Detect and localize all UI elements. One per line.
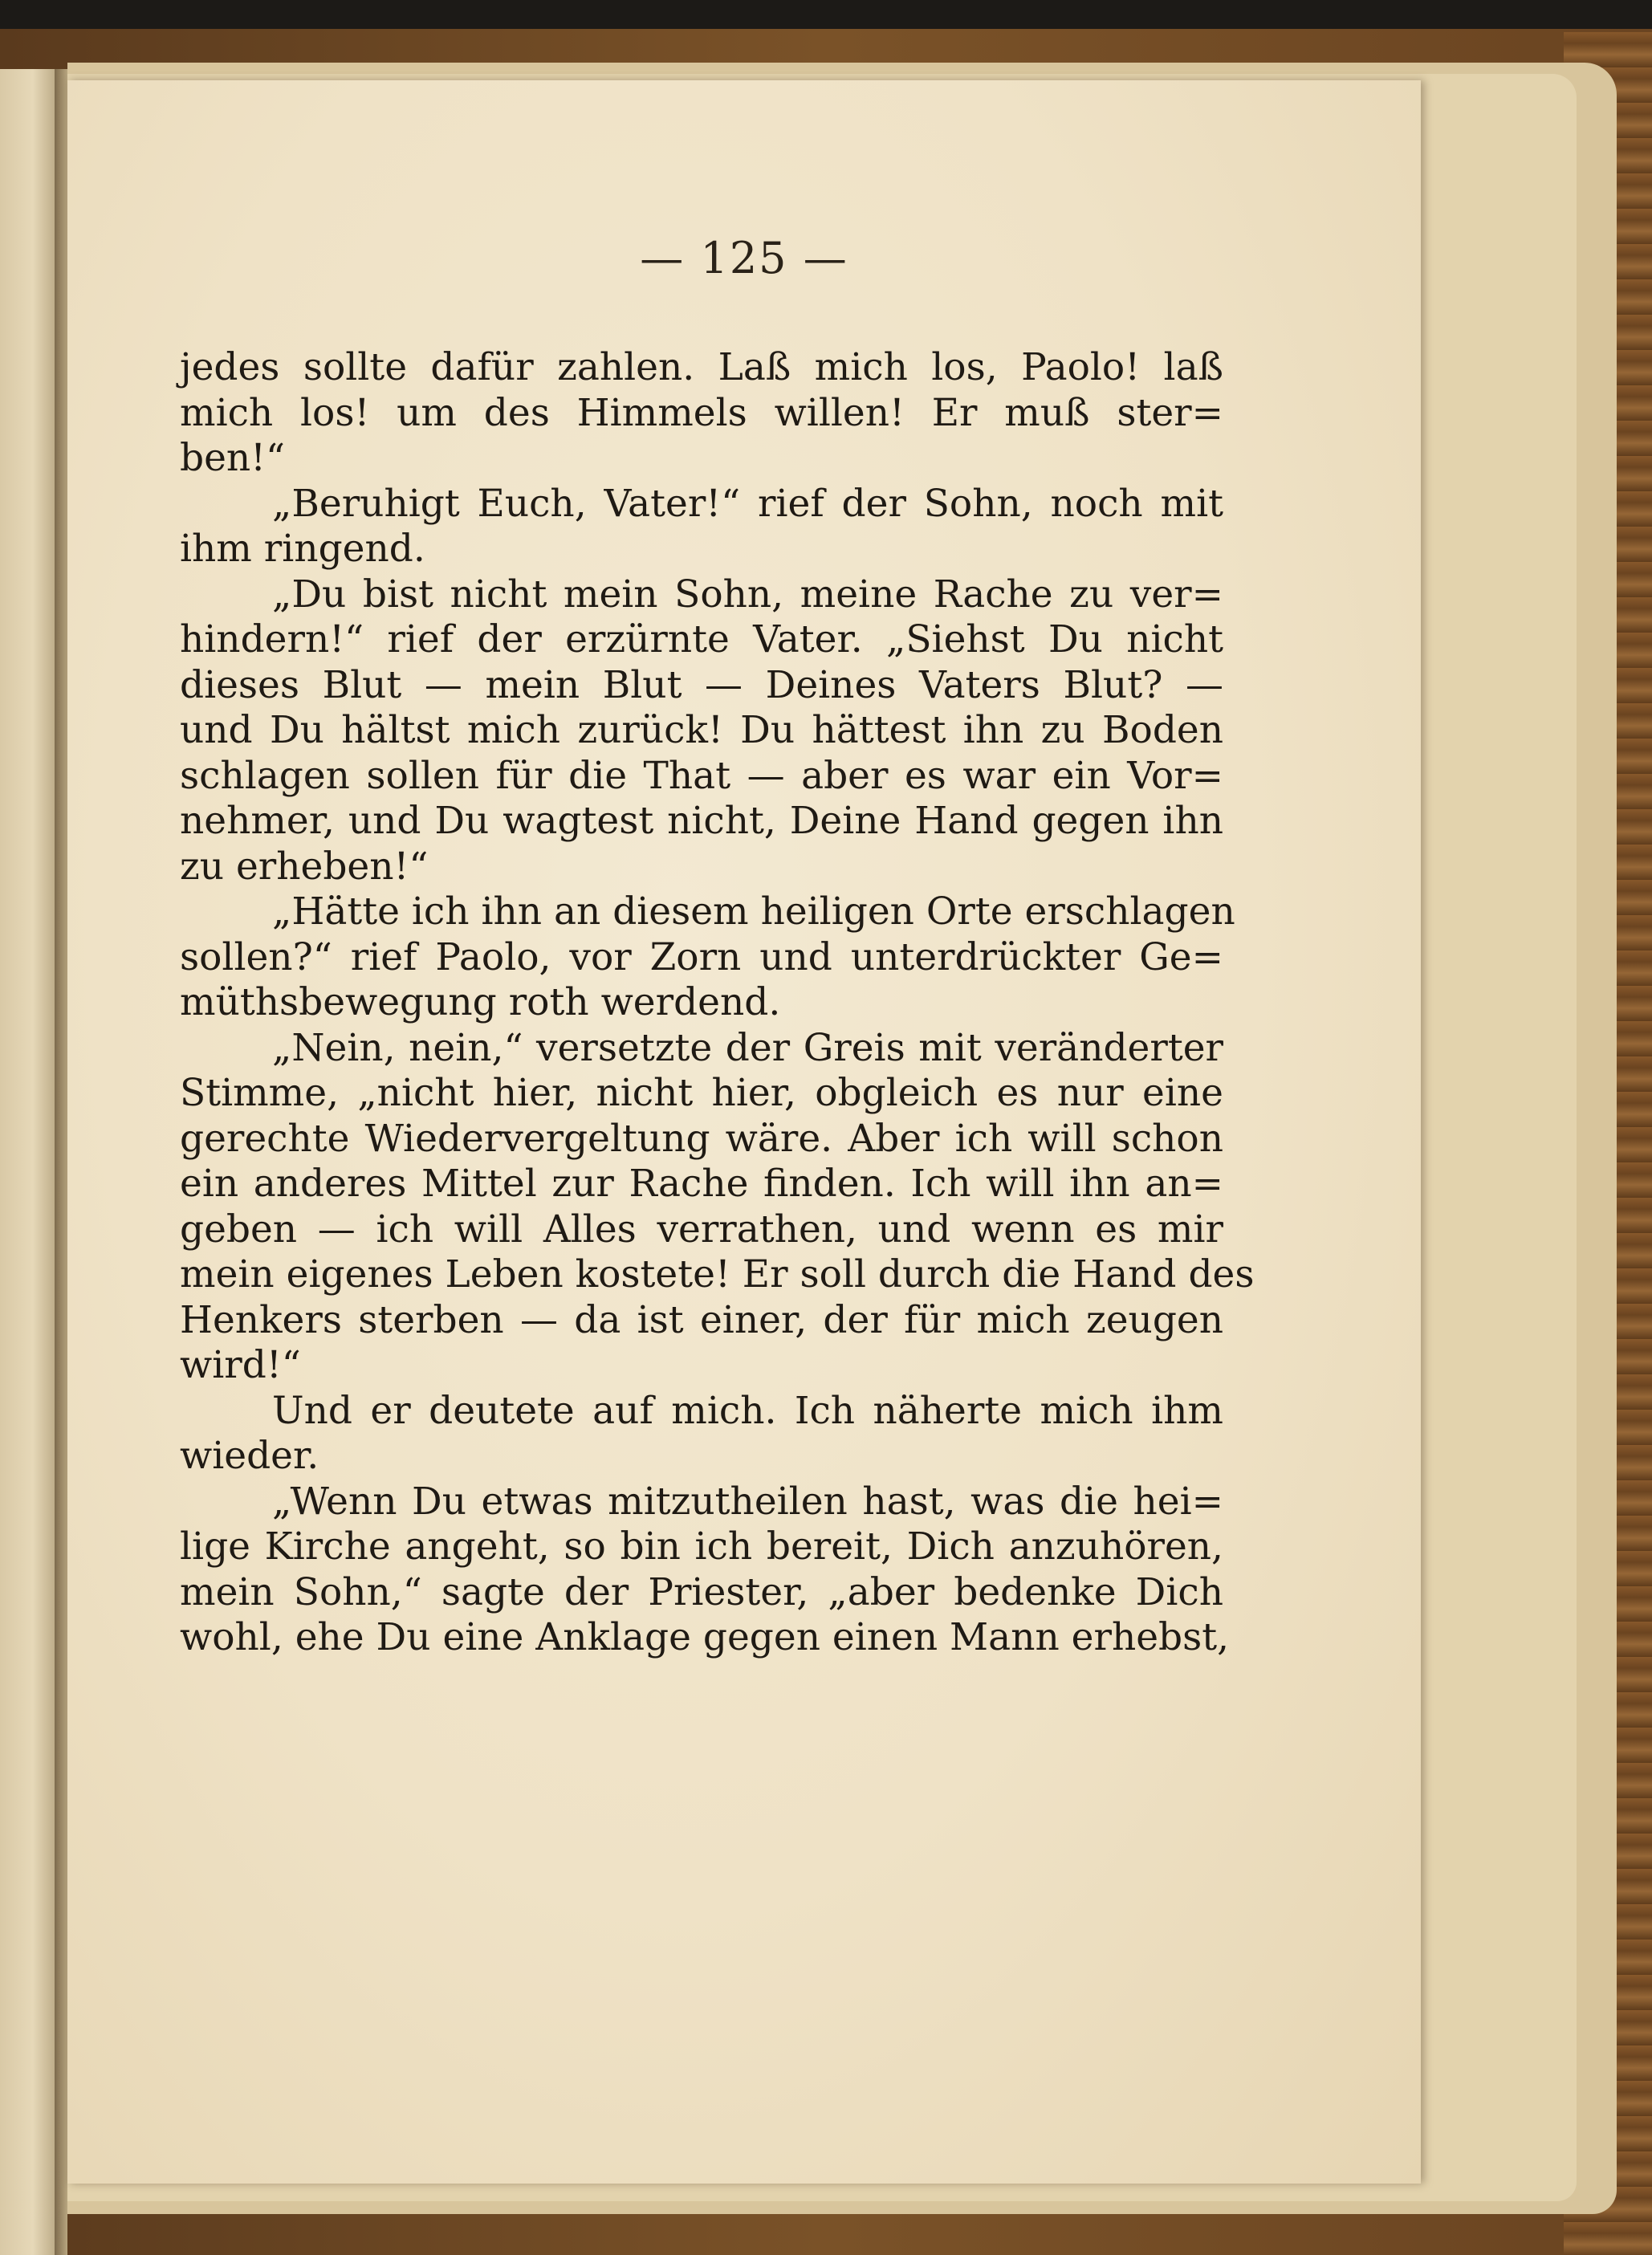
text-line: wird!“	[180, 1343, 301, 1387]
text-line: Henkers sterben — da ist einer, der für mich zeugen	[180, 1297, 1223, 1342]
page-text	[180, 345, 1255, 1661]
text-line: „Nein, nein,“ versetzte der Greis mit veränderter	[272, 1025, 1223, 1070]
text-line: „Beruhigt Euch, Vater!“ rief der Sohn, noch mit	[272, 481, 1223, 526]
text-line: mich los! um des Himmels willen! Er muß ster=	[180, 390, 1223, 435]
text-line: „Du bist nicht mein Sohn, meine Rache zu ver=	[272, 572, 1223, 617]
text-line: mein Sohn,“ sagte der Priester, „aber bedenke Dich	[180, 1569, 1223, 1614]
text-line: jedes sollte dafür zahlen. Laß mich los, Paolo! laß	[180, 345, 1223, 389]
text-line: „Wenn Du etwas mitzutheilen hast, was die hei=	[272, 1479, 1223, 1524]
text-line: nehmer, und Du wagtest nicht, Deine Hand gegen ihn	[180, 799, 1223, 843]
text-line: und Du hältst mich zurück! Du hättest ihn zu Boden	[180, 708, 1223, 752]
left-page-edge	[0, 69, 55, 2255]
text-line: ihm ringend.	[180, 527, 425, 571]
text-line: mein eigenes Leben kostete! Er soll durch die Hand des	[180, 1252, 1255, 1296]
text-line: lige Kirche angeht, so bin ich bereit, Dich anzuhören,	[180, 1524, 1223, 1569]
text-line: Und er deutete auf mich. Ich näherte mich ihm	[272, 1388, 1223, 1433]
text-line: dieses Blut — mein Blut — Deines Vaters Blut? —	[180, 662, 1223, 707]
book-page	[67, 80, 1421, 2184]
text-line: gerechte Wiedervergeltung wäre. Aber ich will schon	[180, 1116, 1223, 1161]
text-line: ein anderes Mittel zur Rache finden. Ich will ihn an=	[180, 1162, 1223, 1206]
text-line: wohl, ehe Du eine Anklage gegen einen Mann erhebst,	[180, 1615, 1230, 1659]
text-line: schlagen sollen für die That — aber es war ein Vor=	[180, 753, 1223, 798]
text-line: zu erheben!“	[180, 844, 429, 889]
text-line: Stimme, „nicht hier, nicht hier, obgleich es nur eine	[180, 1071, 1223, 1115]
text-line: sollen?“ rief Paolo, vor Zorn und unterdrückter Ge=	[180, 934, 1223, 979]
text-line: hindern!“ rief der erzürnte Vater. „Siehst Du nicht	[180, 617, 1223, 661]
page-number: — 125 —	[640, 233, 848, 283]
text-line: „Hätte ich ihn an diesem heiligen Orte erschlagen	[272, 889, 1235, 934]
text-line: müthsbewegung roth werdend.	[180, 980, 781, 1024]
book-gutter	[55, 69, 67, 2255]
text-line: ben!“	[180, 436, 286, 480]
text-line: wieder.	[180, 1434, 319, 1478]
text-line: geben — ich will Alles verrathen, und wenn es mir	[180, 1207, 1223, 1252]
